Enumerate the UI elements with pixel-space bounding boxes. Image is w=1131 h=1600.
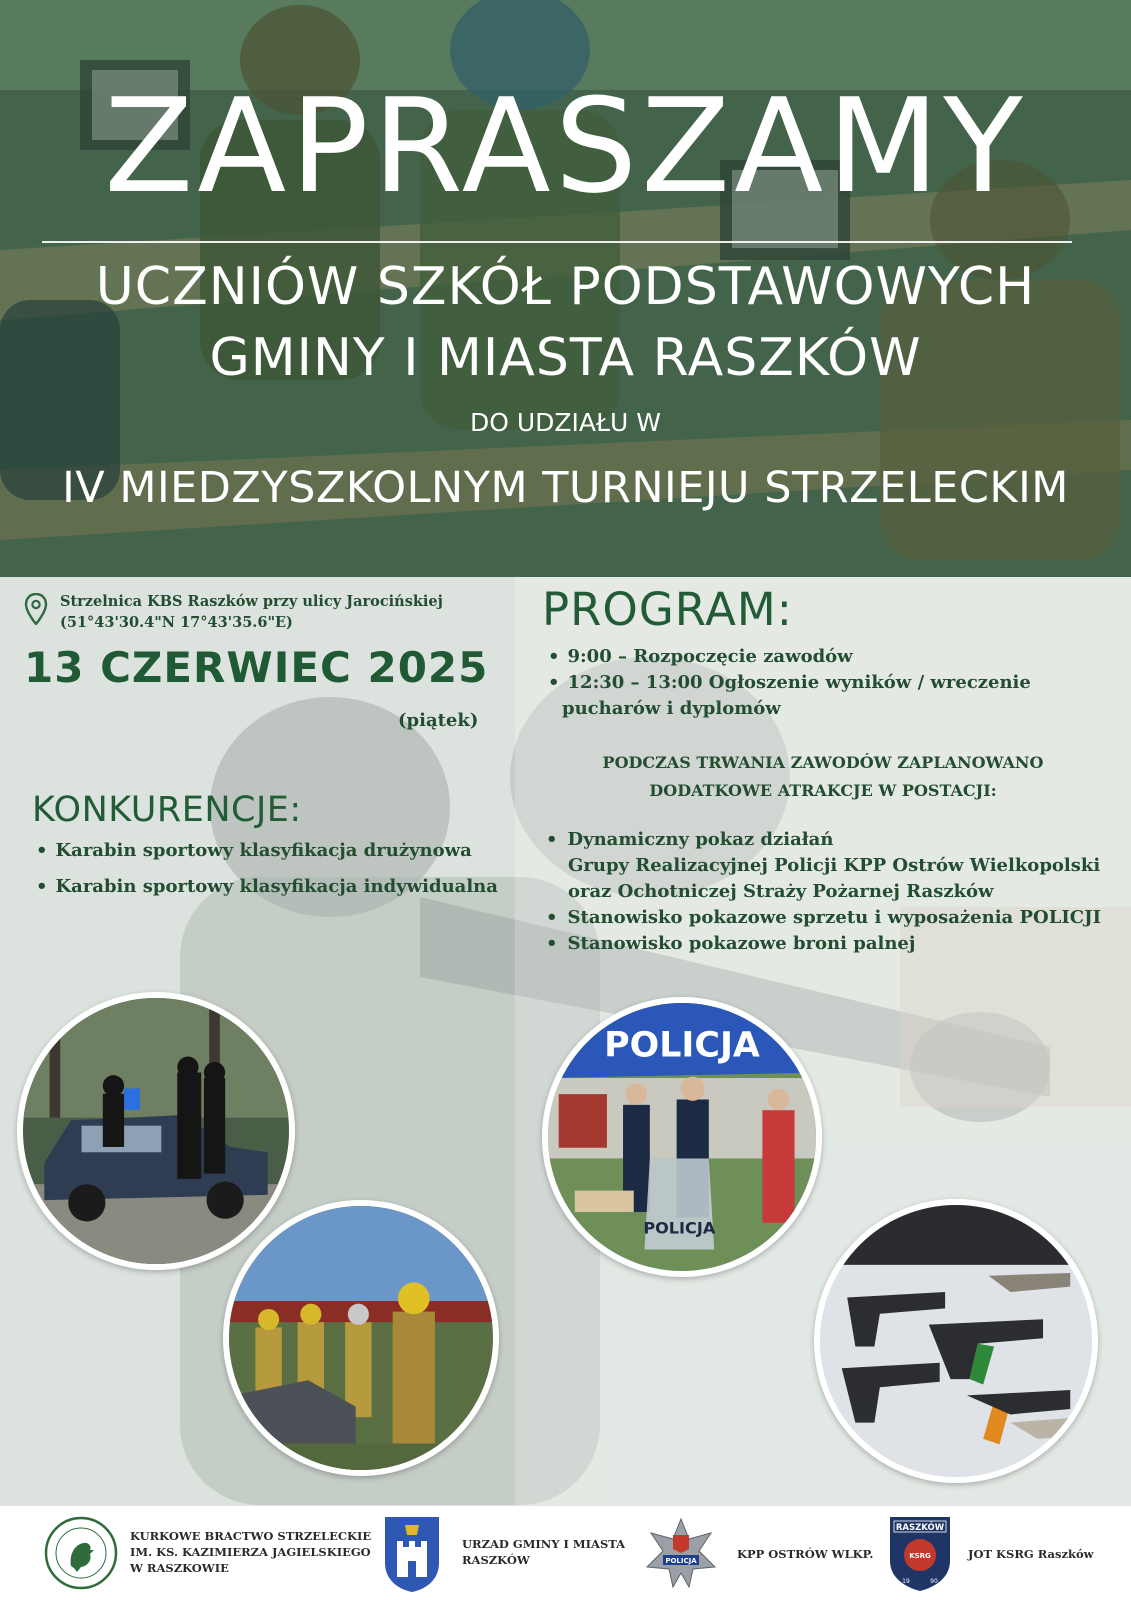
attractions-list [546, 827, 1126, 957]
sponsors-footer [0, 1505, 1131, 1600]
map-pin-icon [24, 593, 48, 625]
hero-subtitle-line1: UCZNIÓW SZKÓŁ PODSTAWOWYCH [95, 257, 1036, 317]
hero-subtitle-line3: DO UDZIAŁU W [469, 408, 662, 437]
list-item: • Karabin sportowy klasyfikacja indywidualna [36, 869, 498, 905]
ksrg-badge-mid-text: KSRG [909, 1552, 931, 1560]
hero-title: ZAPRASZAMY [104, 70, 1027, 222]
ksrg-badge-top-text: RASZKÓW [895, 1523, 945, 1533]
venue-address: Strzelnica KBS Raszków przy ulicy Jarocińskiej [60, 593, 443, 610]
tent-sign-text: POLICJA [604, 1025, 760, 1066]
extras-line: DODATKOWE ATRAKCJE W POSTACJI: [649, 781, 997, 800]
hero-text-block [0, 0, 1131, 577]
details-section [0, 577, 1131, 1505]
ug-label-line: RASZKÓW [462, 1553, 530, 1567]
ksrg-badge-icon [884, 1513, 956, 1593]
extras-line: PODCZAS TRWANIA ZAWODÓW ZAPLANOWANO [602, 753, 1044, 772]
shield-text: POLICJA [643, 1218, 716, 1238]
police-stand-illustration [548, 1003, 816, 1271]
hero-subtitle-line2: GMINY I MIASTA RASZKÓW [209, 328, 922, 388]
list-item: • Stanowisko pokazowe sprzetu i wyposażenia POLICJI [546, 905, 1126, 931]
hero-divider [42, 241, 1072, 243]
kbs-label-line: IM. KS. KAZIMIERZA JAGIELSKIEGO [130, 1545, 371, 1559]
ksrg-badge-year-right: 90 [930, 1578, 938, 1585]
police-star-icon [645, 1517, 717, 1589]
raszkow-coat-of-arms-icon [383, 1515, 441, 1593]
list-item: • Karabin sportowy klasyfikacja drużynowa [36, 833, 498, 869]
list-item: • 9:00 – Rozpoczęcie zawodów [548, 644, 1118, 670]
list-item: • Stanowisko pokazowe broni palnej [546, 931, 1126, 957]
kbs-emblem-icon [44, 1516, 118, 1590]
photo-firearms-display [814, 1199, 1098, 1483]
list-item-continuation: Grupy Realizacyjnej Policji KPP Ostrów Wielkopolski [568, 855, 1101, 876]
event-weekday: (piątek) [398, 710, 479, 731]
program-list [548, 644, 1118, 722]
event-date: 13 CZERWIEC 2025 [24, 643, 489, 692]
ksrg-badge-year-left: 19 [902, 1578, 910, 1585]
police-vehicle-illustration [23, 998, 289, 1264]
hero-event-name: IV MIEDZYSZKOLNYM TURNIEJU STRZELECKIM [62, 463, 1069, 513]
kbs-label-line: KURKOWE BRACTWO STRZELECKIE [130, 1529, 372, 1543]
photo-police-stand [542, 997, 822, 1277]
photo-police-vehicle [17, 992, 295, 1270]
list-item-continuation: oraz Ochotniczej Straży Pożarnej Raszków [568, 881, 994, 902]
extra-attractions-heading [548, 749, 1098, 805]
list-item: • Dynamiczny pokaz działań [546, 827, 1126, 853]
kbs-label-line: W RASZKOWIE [130, 1561, 229, 1575]
hero-banner [0, 0, 1131, 577]
kpp-label: KPP OSTRÓW WLKP. [737, 1547, 874, 1561]
jot-label: JOT KSRG Raszków [968, 1547, 1094, 1561]
police-star-text: POLICJA [665, 1557, 697, 1565]
ug-label-line: URZAD GMINY I MIASTA [462, 1537, 626, 1551]
firearms-illustration [820, 1205, 1092, 1477]
competitions-heading: KONKURENCJE: [32, 790, 302, 830]
list-item: • 12:30 – 13:00 Ogłoszenie wyników / wreczenie pucharów i dyplomów [548, 670, 1118, 722]
competitions-list [36, 833, 498, 905]
photo-firefighters [223, 1200, 499, 1476]
program-heading: PROGRAM: [542, 583, 793, 636]
kbs-label [130, 1528, 371, 1576]
firefighters-illustration [229, 1206, 493, 1470]
venue-coordinates: (51°43'30.4"N 17°43'35.6"E) [60, 614, 293, 631]
ug-label [462, 1536, 625, 1568]
